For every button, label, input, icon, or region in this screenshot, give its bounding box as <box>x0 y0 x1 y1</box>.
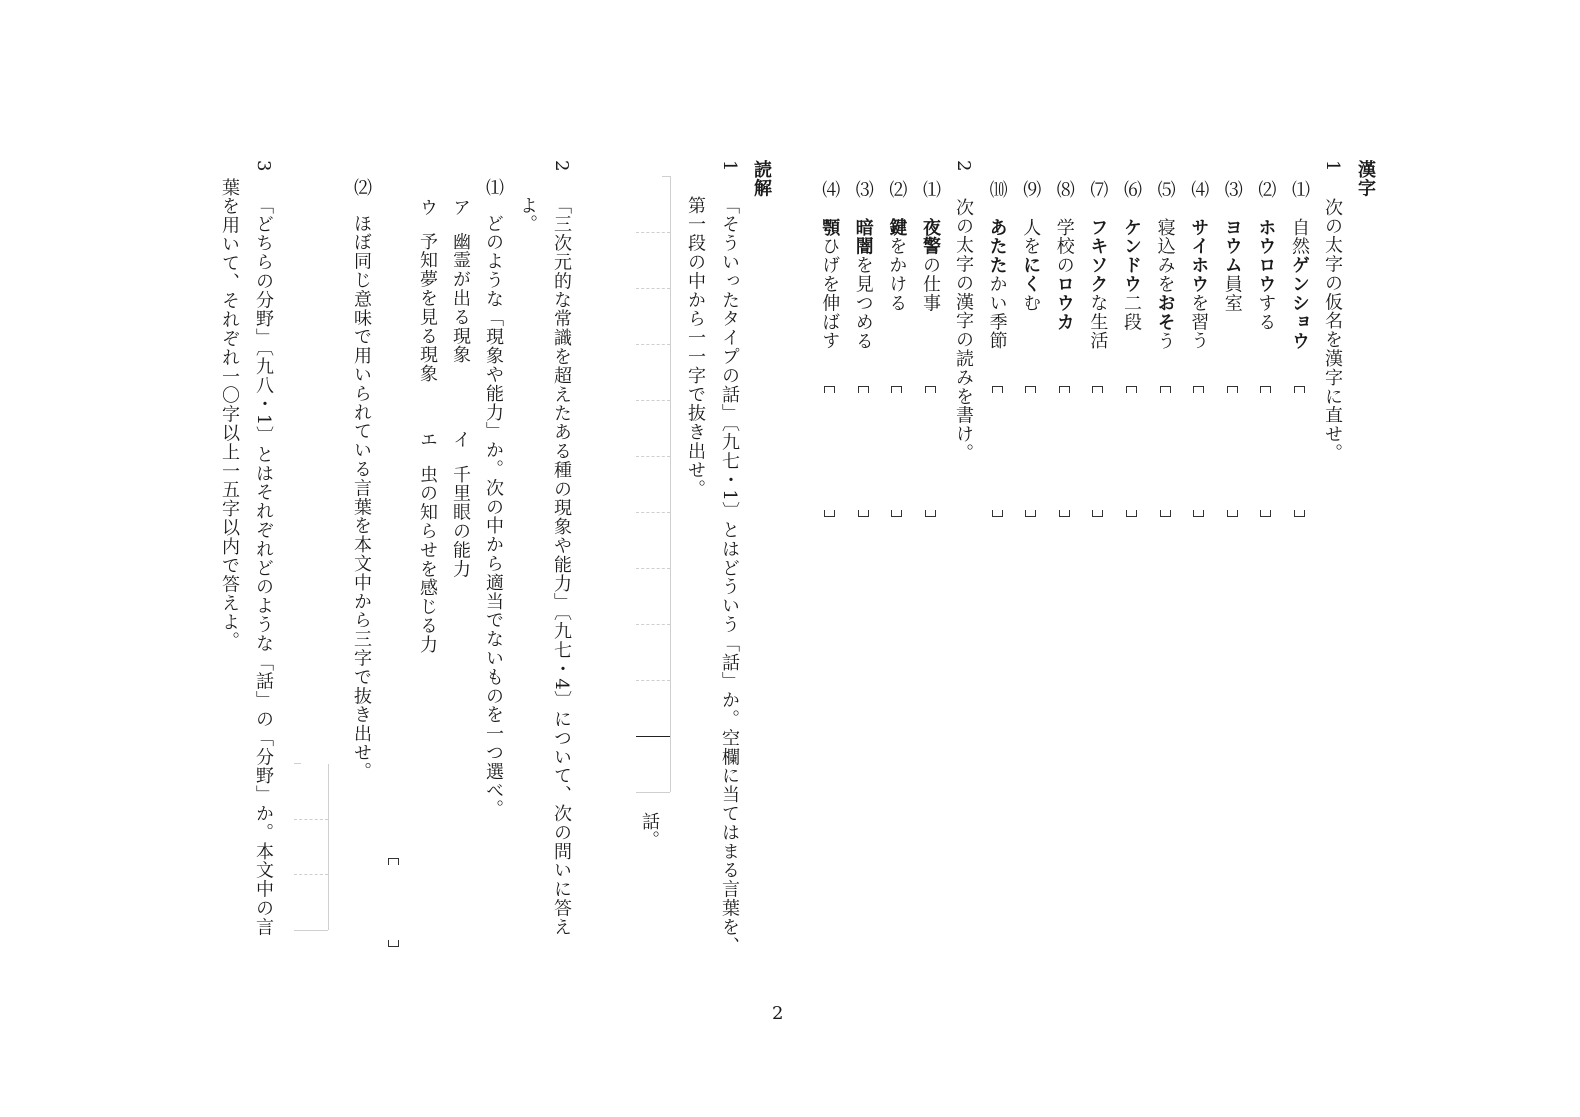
item-text <box>1156 218 1174 350</box>
answer-grid-top-edge <box>662 176 670 177</box>
item-text <box>1290 218 1308 350</box>
option-u-key: ウ <box>417 198 438 217</box>
answer-bracket-bottom[interactable] <box>1160 510 1171 517</box>
item-text-bold: 鍵 <box>886 218 908 237</box>
answer-grid-cell-separator <box>636 456 670 457</box>
reading-q1-number: 1 <box>719 160 740 173</box>
option-i-text: 千里眼の能力 <box>450 465 471 579</box>
reading-q2-line2: よ。 <box>517 196 538 234</box>
option-i-key: イ <box>450 430 471 449</box>
item-text-bold: サイホウ <box>1188 218 1210 294</box>
reading-q2-sub2-answer-grid[interactable] <box>294 764 329 930</box>
item-text-bold: 夜警 <box>920 218 941 256</box>
item-text-bold: にく <box>1020 255 1042 294</box>
reading-q2-sub1-label: ⑴ <box>483 178 504 197</box>
page-number: 2 <box>772 1003 784 1024</box>
answer-grid-cell-separator <box>636 288 670 289</box>
item-label: ⑷ <box>1188 180 1210 199</box>
kanji-q1-number: 1 <box>1322 160 1343 173</box>
item-text <box>1223 218 1241 313</box>
reading-q2-sub1-answer-bracket-top[interactable] <box>388 858 399 865</box>
item-text-bold: ロウカ <box>1053 274 1075 332</box>
item-label: ⑷ <box>819 180 841 199</box>
reading-q1-suffix: 話。 <box>639 812 660 850</box>
item-label: ⑵ <box>886 180 908 199</box>
item-text-post: する <box>1255 293 1277 332</box>
answer-bracket-top[interactable] <box>1260 386 1271 393</box>
item-text <box>886 218 908 313</box>
item-label: ⑵ <box>1255 180 1277 199</box>
item-text-bold: 顎 <box>819 218 841 237</box>
answer-grid-cell-separator <box>636 568 670 569</box>
reading-q2-sub2-text: ほぼ同じ意味で用いられている言葉を本文中から三字で抜き出せ。 <box>351 214 372 781</box>
item-label: ⑴ <box>920 180 941 199</box>
item-text <box>1020 218 1042 313</box>
item-text <box>1122 218 1140 331</box>
item-label: ⑶ <box>852 180 874 199</box>
item-text-post: 員室 <box>1221 274 1243 313</box>
reading-q1-line1: 「そういったタイプの話」〔九七・1〕とはどういう「話」か。空欄に当てはまる言葉を、 <box>719 196 740 956</box>
item-text-post: 二段 <box>1121 293 1142 332</box>
option-e-key: エ <box>417 430 438 449</box>
answer-bracket-top[interactable] <box>925 386 936 393</box>
item-text-post: う <box>1154 331 1176 351</box>
reading-q2-sub1-answer-bracket-bottom[interactable] <box>388 940 399 947</box>
item-label: ⑴ <box>1289 180 1310 199</box>
kanji-heading: 漢字 <box>1355 160 1376 198</box>
answer-bracket-top[interactable] <box>1294 386 1305 393</box>
answer-bracket-top[interactable] <box>992 386 1003 393</box>
answer-bracket-top[interactable] <box>891 386 902 393</box>
item-text-bold: あたた <box>986 218 1008 275</box>
answer-bracket-bottom[interactable] <box>925 510 936 517</box>
item-text-bold: ヨウム <box>1221 218 1243 275</box>
item-text-post: ひげを伸ばす <box>819 236 841 351</box>
answer-bracket-top[interactable] <box>1025 386 1036 393</box>
answer-bracket-top[interactable] <box>1227 386 1238 393</box>
answer-bracket-bottom[interactable] <box>1260 510 1271 517</box>
answer-grid-cell-separator <box>636 680 670 681</box>
item-text-post: をかける <box>886 236 908 313</box>
item-text <box>1055 218 1073 331</box>
reading-q3-line2: 葉を用いて、それぞれ一〇字以上一五字以内で答えよ。 <box>219 178 240 651</box>
option-a-key: ア <box>450 198 471 217</box>
answer-grid-cell-separator <box>636 400 670 401</box>
option-u-text: 予知夢を見る現象 <box>417 232 438 384</box>
item-text-bold: ホウロウ <box>1255 218 1277 294</box>
answer-bracket-bottom[interactable] <box>1059 510 1070 517</box>
item-text-pre: 人を <box>1020 218 1042 256</box>
item-text-bold: フキソク <box>1087 218 1109 294</box>
item-text <box>988 218 1006 350</box>
reading-q1-line2: 第一段の中から一一字で抜き出せ。 <box>685 196 706 499</box>
reading-q3-number: 3 <box>253 160 274 173</box>
answer-bracket-bottom[interactable] <box>1227 510 1238 517</box>
item-text <box>1188 218 1210 351</box>
answer-bracket-top[interactable] <box>1160 386 1171 393</box>
item-text-bold: ケンドウ <box>1121 218 1142 294</box>
reading-q2-line1: 「三次元的な常識を超えたある種の現象や能力」〔九七・4〕について、次の問いに答え <box>551 196 572 937</box>
answer-bracket-top[interactable] <box>824 386 835 393</box>
kanji-q2-number: 2 <box>953 160 974 173</box>
answer-grid-cell-separator <box>636 232 670 233</box>
item-label: ⑺ <box>1087 180 1109 199</box>
item-label: ⑸ <box>1154 180 1176 199</box>
item-text-pre: 寝込みを <box>1154 218 1176 294</box>
item-text-bold: おそ <box>1154 293 1176 332</box>
item-label: ⑶ <box>1221 180 1243 199</box>
item-text-post: を見つめる <box>852 255 874 351</box>
kanji-q2-instruction: 次の太字の漢字の読みを書け。 <box>953 198 974 463</box>
answer-grid-frame[interactable] <box>636 176 671 792</box>
answer-bracket-bottom[interactable] <box>1092 510 1103 517</box>
reading-q2-sub1-text: どのような「現象や能力」か。次の中から適当でないものを一つ選べ。 <box>483 214 504 819</box>
answer-bracket-top[interactable] <box>1193 386 1204 393</box>
item-label: ⑹ <box>1121 180 1142 199</box>
reading-q2-sub2-label: ⑵ <box>351 178 372 197</box>
answer-bracket-bottom[interactable] <box>824 510 835 517</box>
item-label: ⑻ <box>1053 180 1075 199</box>
item-text-post: を習う <box>1188 293 1210 351</box>
item-text <box>854 218 872 350</box>
item-text-post: な生活 <box>1087 293 1109 351</box>
item-text-post: の仕事 <box>920 255 941 313</box>
reading-q2-number: 2 <box>551 160 572 173</box>
item-text <box>819 218 841 351</box>
item-label: ⑼ <box>1020 180 1042 199</box>
item-text <box>1087 218 1109 351</box>
item-text-bold: 暗闇 <box>852 218 874 256</box>
reading-heading: 読解 <box>751 160 772 198</box>
answer-bracket-bottom[interactable] <box>1025 510 1036 517</box>
answer-grid-bottom-edge <box>636 792 670 793</box>
item-text-bold: ゲンショウ <box>1289 255 1310 351</box>
item-text-pre: 学校の <box>1053 218 1075 275</box>
answer-bracket-bottom[interactable] <box>858 510 869 517</box>
item-text <box>1255 218 1277 332</box>
answer-grid-cell-separator <box>636 344 670 345</box>
answer-bracket-top[interactable] <box>1126 386 1137 393</box>
answer-bracket-top[interactable] <box>1059 386 1070 393</box>
item-text <box>921 218 939 313</box>
answer-bracket-top[interactable] <box>1092 386 1103 393</box>
item-label: ⑽ <box>986 180 1008 199</box>
answer-bracket-bottom[interactable] <box>891 510 902 517</box>
answer-grid-cell-separator <box>636 624 670 625</box>
item-text-pre: 自然 <box>1289 218 1310 256</box>
item-text-post: む <box>1020 293 1042 313</box>
option-e-text: 虫の知らせを感じる力 <box>417 465 438 654</box>
answer-grid-cell-separator <box>636 512 670 513</box>
reading-q3-line1: 「どちらの分野」〔九八・1〕とはそれぞれどのような「話」の「分野」か。本文中の言 <box>253 196 274 937</box>
answer-bracket-top[interactable] <box>858 386 869 393</box>
option-a-text: 幽霊が出る現象 <box>450 232 471 365</box>
kanji-q1-instruction: 次の太字の仮名を漢字に直せ。 <box>1322 198 1343 463</box>
answer-bracket-bottom[interactable] <box>1294 510 1305 517</box>
answer-bracket-bottom[interactable] <box>992 510 1003 517</box>
answer-grid-cell-separator <box>636 736 670 737</box>
answer-bracket-bottom[interactable] <box>1126 510 1137 517</box>
answer-bracket-bottom[interactable] <box>1193 510 1204 517</box>
item-text-post: かい季節 <box>986 274 1008 351</box>
